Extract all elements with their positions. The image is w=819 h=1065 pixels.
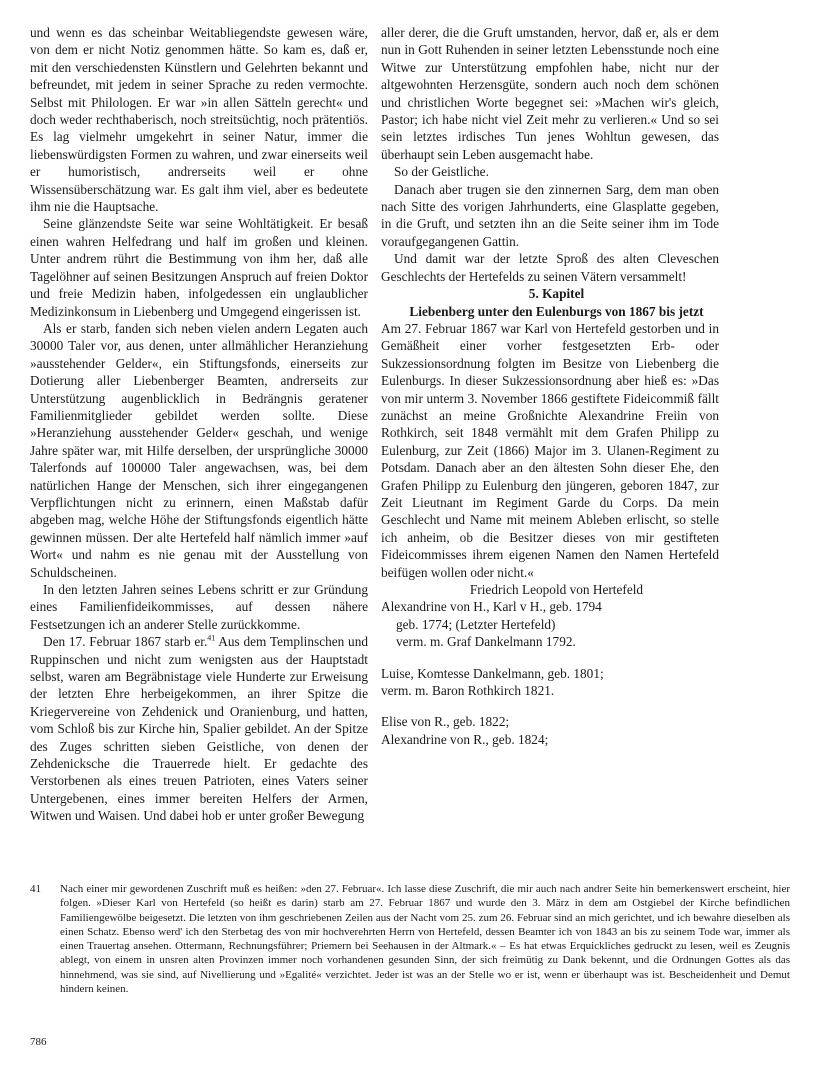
paragraph: und wenn es das scheinbar Weitabliegendste gewesen wäre, von dem er nicht Notiz genommen hätte. So kam es, daß er, mit den verschiedensten Künstlern und Gelehrten bekannt und befreundet, mit jedem in seiner Sprache zu reden vermochte. Selbst mit Philologen. Er war »in allen Sätteln gerecht« und doch weder rechthaberisch, noch streitsüchtig, noch prätentiös. Es lag vielmehr umgekehrt in seiner Natur, immer die liebenswürdigsten Formen zu wahren, und zwar einerseits weil er humoristisch, andrerseits weil er ohne Wissensüberschätzung war. Es galt ihm viel, aber es bedeutete ihm nie die Hauptsache. [30, 25, 368, 215]
page-number: 786 [30, 1036, 47, 1048]
footnote-number: 41 [30, 883, 41, 895]
right-text-column [381, 24, 719, 762]
genealogy-entry [381, 713, 719, 748]
paragraph-text: Den 17. Februar 1867 starb er. [43, 634, 208, 650]
genealogy-line: verm. m. Baron Rothkirch 1821. [381, 683, 555, 699]
paragraph-text: Aus dem Templinschen und Ruppinschen und nicht zum wenigsten aus der Hauptstadt selbst, waren am Begräbnistage viele Hunderte zur Erweisung der letzten Ehre herbeigekommen, an ihrer Spitze die Kriegervereine von Zehdenick und Oranienburg, und hatten, vom Schloß bis zur Kirche hin, Spalier gebildet. An der Spitze des Zuges schritten sieben Geistliche, von denen der Zehdenicksche die Trauerrede hielt. Er gedachte des Verstorbenen als eines treuen Patrioten, eines Vaters seiner Untergebenen, eines immer bereiten Helfers der Armen, Witwen und Waisen. Und dabei hob er unter großer Bewegung [30, 634, 368, 824]
genealogy-entry [381, 598, 719, 650]
paragraph: Seine glänzendste Seite war seine Wohltätigkeit. Er besaß einen wahren Helfedrang und half im großen und kleinen. Unter andrem rührt die Bestimmung von ihm her, daß alle Tagelöhner auf seinen Besitzungen Anspruch auf freien Doktor und freie Medizin haben, infolgedessen ein unglaublicher Medizinkonsum in Liebenberg und Umgegend eingerissen ist. [30, 216, 368, 319]
paragraph: Und damit war der letzte Sproß des alten Cleveschen Geschlechts der Hertefelds zu seinen Vätern versammelt! [381, 251, 719, 284]
genealogy-entry [381, 665, 719, 700]
paragraph: Danach aber trugen sie den zinnernen Sarg, dem man oben nach Sitte des vorigen Jahrhunderts, eine Glasplatte gegeben, in die Gruft, und setzten ihn an die Seite seiner ihm im Tode voraufgegangenen Gattin. [381, 181, 719, 249]
footnote-reference[interactable]: 41 [207, 633, 216, 643]
genealogy-line: Alexandrine von H., Karl v H., geb. 1794 [381, 599, 602, 615]
paragraph: aller derer, die die Gruft umstanden, hervor, daß er, als er dem nun in Gott Ruhenden in seiner letzten Lebensstunde noch eine Witwe zur Unterstützung empfohlen habe, nicht nur der altgewohnten Herzensgüte, sondern auch noch dem schönen und christlichen Worte begegnet sei: »Machen wir's gleich, Pastor; ich habe nicht viel Zeit mehr zu verlieren.« Und so sei sein letztes irdisches Tun jenes Wohltun gewesen, das überhaupt sein Leben ausgemacht habe. [381, 25, 719, 162]
paragraph [30, 633, 368, 824]
genealogy-line: Elise von R., geb. 1822; [381, 714, 510, 730]
genealogy-line: Luise, Komtesse Dankelmann, geb. 1801; [381, 665, 604, 681]
signature: Friedrich Leopold von Hertefeld [469, 582, 644, 597]
chapter-heading: 5. Kapitel [528, 286, 585, 302]
left-text-column [30, 24, 368, 825]
paragraph: So der Geistliche. [394, 164, 489, 180]
paragraph: In den letzten Jahren seines Lebens schritt er zur Gründung eines Familienfideikommisses, auf dessen nähere Festsetzungen ich an anderer Stelle zurückkomme. [30, 582, 368, 632]
genealogy-line: verm. m. Graf Dankelmann 1792. [396, 634, 576, 650]
genealogy-line: Alexandrine von R., geb. 1824; [381, 731, 549, 747]
footnote-text: Nach einer mir gewordenen Zuschrift muß es heißen: »den 27. Februar«. Ich lasse diese Zuschrift, die mir auch nach andrer Seite hin bemerkenswert erscheint, hier folgen. »Dieser Karl von Hertefeld (so heißt es darin) starb am 27. Februar 1867 und wurde den 3. März in dem am Ostgiebel der Kirche befindlichen Familiengewölbe beigesetzt. Die letzten von ihm geschriebenen Zeilen aus der Nacht vom 25. zum 26. Februar sind an mich gerichtet, und ich bewahre dieselben als einen Schatz. Ebenso werd' ich den Sterbetag des von mir hochverehrten Herrn von Hertefeld, dessen Beamter ich von 1843 an bis zu seinem Tode war, immer als einen Trauertag ansehen. Ottermann, Rechnungsführer; Priemern bei Seehausen in der Altmark.« – Es hat etwas Erquickliches gedruckt zu lesen, weil es Zeugnis ablegt, von einem in unsren alten Provinzen immer noch vorhandenen gesunden Sinn, der sich freimütig zu Dank bekennt, und die Ordnungen Gottes als das hinnehmend, was sie sind, auf Nivellierung und »Egalité« verzichtet. Jeder ist was an der Stelle wo er ist, wenn er überhaupt was ist. Bescheidenheit und Demut hindern keinen. [60, 883, 790, 996]
paragraph: Am 27. Februar 1867 war Karl von Hertefeld gestorben und in Gemäßheit einer vorher festgesetzten Erb- oder Sukzessionsordnung folgten im Besitze von Liebenberg die Eulenburgs. In dieser Sukzessionsordnung aber hieß es: »Das von mir unterm 3. November 1866 gestiftete Fideicommiß fällt zunächst an meine Großnichte Alexandrine Freiin von Rothkirch, seit 1848 vermählt mit dem Grafen Philipp zu Eulenburg, zur Zeit (1866) Major im 3. Ulanen-Regiment zu Potsdam. Danach aber an den ältesten Sohn dieser Ehe, den Grafen Philipp zu Eulenburg den jüngeren, geboren 1847, zur Zeit Lieutnant im Regiment Garde du Corps. Da mein Geschlecht und Name mit meinem Ableben erlischt, so stelle ich anheim, ob die Besitzer dieses von mir gestifteten Fideicommisses ihrem eigenen Namen den Namen Hertefeld beifügen wollen oder nicht.« [381, 320, 719, 580]
chapter-title: Liebenberg unter den Eulenburgs von 1867 bis jetzt [409, 303, 704, 319]
footnote [30, 882, 790, 996]
genealogy-line: geb. 1774; (Letzter Hertefeld) [396, 616, 556, 632]
paragraph: Als er starb, fanden sich neben vielen andern Legaten auch 30000 Taler vor, aus denen, unter allmählicher Heranziehung »ausstehender Gelder«, ein Stiftungsfonds, einerseits zur Dotierung aller Liebenberger Beamten, andrerseits zur Unterstützung augenblicklich in Bedrängnis geratener Familienmitglieder gebildet werden sollte. Diese »Heranziehung ausstehender Gelder« geschah, und wenige Jahre später war, mit Hilfe derselben, der ursprüngliche 30000 Talerfonds auf 100000 Taler angewachsen, was, bei dem natürlichen Hange der Menschen, sich ihrer eingegangenen Verpflichtungen nicht zu erinnern, einen Maßstab dafür abgeben mag, welche Höhe der Stiftungsfonds eigentlich hätte gewinnen müssen. Der alte Hertefeld half nämlich immer »auf Wort« und nahm es nie genau mit der Ausstellung von Schuldscheinen. [30, 320, 368, 580]
